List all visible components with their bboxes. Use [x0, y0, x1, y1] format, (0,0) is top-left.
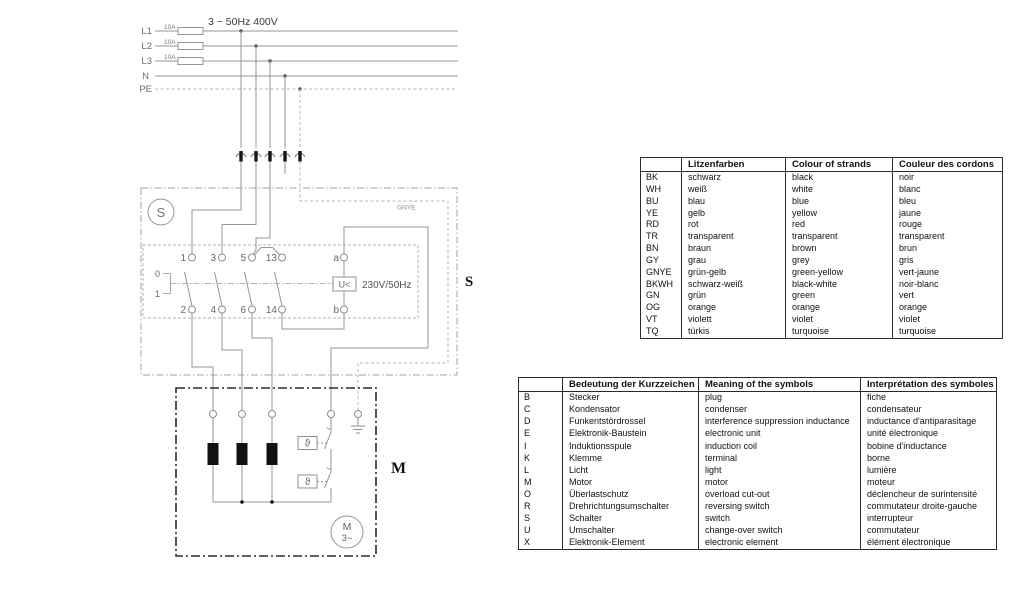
table-cell: white	[786, 184, 893, 196]
table-cell: moteur	[861, 477, 997, 489]
table-cell: BU	[646, 195, 659, 206]
table-cell: Elektronik-Element	[563, 537, 699, 550]
column-header: Bedeutung der Kurzzeichen	[563, 378, 699, 392]
table-cell: vert-jaune	[893, 267, 1003, 279]
table-cell: bleu	[893, 196, 1003, 208]
column-header	[641, 158, 682, 172]
table-cell: rouge	[893, 219, 1003, 231]
table-cell: Motor	[563, 477, 699, 489]
table-row	[641, 208, 1003, 220]
table-cell: U	[524, 525, 531, 536]
table-cell: grün	[682, 290, 786, 302]
table-cell: GN	[646, 290, 660, 301]
table-row	[519, 477, 997, 489]
table-cell: red	[786, 219, 893, 231]
table-cell: E	[524, 428, 531, 439]
table-cell: brown	[786, 243, 893, 255]
line-label-l2: L2	[141, 41, 152, 52]
contact-14-label: 14	[265, 305, 277, 316]
table-cell: violett	[682, 314, 786, 326]
table-cell: overload cut-out	[699, 489, 861, 501]
table-cell: commutateur droite-gauche	[861, 501, 997, 513]
table-cell: rot	[682, 219, 786, 231]
switch-unit-id: S	[464, 274, 474, 290]
table-cell: orange	[786, 302, 893, 314]
table-row	[641, 196, 1003, 208]
table-cell: K	[524, 452, 531, 463]
table-cell: transparent	[682, 231, 786, 243]
table-cell: brun	[893, 243, 1003, 255]
motor-symbol-phase: 3~	[341, 533, 353, 544]
table-cell: light	[699, 465, 861, 477]
fuse-ratings	[164, 24, 176, 61]
table-cell: grau	[682, 255, 786, 267]
ground-icon	[351, 418, 365, 434]
table-cell: commutateur	[861, 525, 997, 537]
table-cell: condensateur	[861, 404, 997, 416]
table-row	[641, 279, 1003, 291]
column-header: Colour of strands	[786, 158, 893, 172]
line-label-n: N	[142, 71, 149, 82]
table-cell: C	[524, 404, 531, 415]
table-cell: green	[786, 290, 893, 302]
table-row	[519, 392, 997, 405]
table-cell: violet	[893, 314, 1003, 326]
table-cell: blanc	[893, 184, 1003, 196]
table-cell: noir	[893, 172, 1003, 184]
switch-badge-label: S	[156, 205, 166, 220]
table-cell: blau	[682, 196, 786, 208]
table-cell: R	[524, 500, 531, 511]
contact-5-label: 5	[240, 253, 246, 264]
table-cell: terminal	[699, 452, 861, 464]
contact-1-label: 1	[180, 253, 186, 264]
table-row	[519, 416, 997, 428]
supply-line-labels	[139, 26, 152, 95]
table-row	[519, 404, 997, 416]
table-cell: Schalter	[563, 513, 699, 525]
table-cell: grey	[786, 255, 893, 267]
table-cell: Funkentstördrossel	[563, 416, 699, 428]
table-cell: vert	[893, 290, 1003, 302]
table-cell: Licht	[563, 465, 699, 477]
table-cell: orange	[682, 302, 786, 314]
contact-13-label: 13	[265, 253, 277, 264]
table-cell: yellow	[786, 208, 893, 220]
table-cell: türkis	[682, 326, 786, 338]
table-cell: plug	[699, 392, 861, 405]
table-cell: fiche	[861, 392, 997, 405]
table-cell: Kondensator	[563, 404, 699, 416]
column-header: Interprétation des symboles	[861, 378, 997, 392]
table-row	[641, 267, 1003, 279]
table-cell: Induktionsspule	[563, 440, 699, 452]
table-header-row	[519, 378, 997, 392]
table-cell: X	[524, 537, 531, 548]
table-cell: inductance d'antiparasitage	[861, 416, 997, 428]
table-cell: S	[524, 513, 531, 524]
table-cell: Überlastschutz	[563, 489, 699, 501]
table-cell: bobine d'inductance	[861, 440, 997, 452]
table-cell: green-yellow	[786, 267, 893, 279]
table-cell: BN	[646, 243, 659, 254]
motor-windings	[208, 418, 332, 504]
contact-numbers	[180, 253, 339, 316]
table-row	[641, 172, 1003, 184]
table-cell: switch	[699, 513, 861, 525]
position-0-label: 0	[154, 269, 160, 279]
table-cell: GY	[646, 254, 660, 265]
table-cell: Drehrichtungsumschalter	[563, 501, 699, 513]
contact-3-label: 3	[210, 253, 216, 264]
table-cell: black	[786, 172, 893, 184]
table-cell: violet	[786, 314, 893, 326]
table-cell: M	[524, 476, 532, 487]
table-row	[641, 290, 1003, 302]
table-row	[641, 314, 1003, 326]
table-row	[641, 326, 1003, 338]
thermal-symbol-2: ϑ	[304, 477, 311, 488]
table-cell: L	[524, 464, 530, 475]
table-cell: electronic element	[699, 537, 861, 550]
table-cell: interference suppression inductance	[699, 416, 861, 428]
gnye-wire-label: GNYE	[397, 204, 416, 212]
table-cell: Umschalter	[563, 525, 699, 537]
fuse-rating-l1: 10A	[164, 24, 176, 31]
undervoltage-relay-label: U<	[338, 279, 351, 290]
table-cell: orange	[893, 302, 1003, 314]
motor-symbol	[331, 516, 363, 548]
table-cell: D	[524, 416, 531, 427]
table-cell: WH	[646, 183, 661, 194]
table-row	[519, 525, 997, 537]
table-cell: blue	[786, 196, 893, 208]
table-cell: transparent	[786, 231, 893, 243]
table-cell: schwarz-weiß	[682, 279, 786, 291]
table-cell: reversing switch	[699, 501, 861, 513]
line-label-pe: PE	[139, 84, 152, 95]
table-row	[641, 243, 1003, 255]
table-cell: turquoise	[786, 326, 893, 338]
table-cell: grün-gelb	[682, 267, 786, 279]
table-cell: borne	[861, 452, 997, 464]
table-row	[519, 489, 997, 501]
thermal-contacts	[317, 418, 332, 503]
table-cell: TQ	[646, 325, 659, 336]
table-cell: O	[524, 488, 532, 499]
thermal-symbol-1: ϑ	[304, 438, 311, 450]
relay-rating-label: 230V/50Hz	[362, 280, 412, 291]
table-cell: change-over switch	[699, 525, 861, 537]
column-header: Litzenfarben	[682, 158, 786, 172]
table-cell: Elektronik-Baustein	[563, 428, 699, 440]
line-label-l1: L1	[141, 26, 152, 37]
position-1-label: 1	[154, 289, 160, 299]
table-cell: unité électronique	[861, 428, 997, 440]
strand-colours-table	[640, 157, 1003, 339]
thermal-sensor-boxes	[298, 437, 317, 489]
table-cell: déclencheur de surintensité	[861, 489, 997, 501]
table-cell: interrupteur	[861, 513, 997, 525]
table-row	[519, 513, 997, 525]
table-cell: schwarz	[682, 172, 786, 184]
table-cell: B	[524, 392, 531, 403]
table-cell: gelb	[682, 208, 786, 220]
line-label-l3: L3	[141, 56, 152, 67]
table-cell: BKWH	[646, 278, 673, 289]
table-cell: BK	[646, 172, 659, 183]
contact-6-label: 6	[240, 305, 246, 316]
motor-terminals	[210, 411, 362, 418]
table-cell: lumière	[861, 465, 997, 477]
table-cell: TR	[646, 231, 658, 242]
motor-unit-id: M	[391, 460, 407, 477]
table-row	[519, 501, 997, 513]
table-cell: I	[524, 440, 527, 451]
motor-symbol-m: M	[342, 521, 352, 533]
switch-blades	[185, 272, 283, 306]
column-header	[519, 378, 563, 392]
contact-4-label: 4	[210, 305, 216, 316]
table-row	[519, 428, 997, 440]
table-cell: élément électronique	[861, 537, 997, 550]
column-header: Meaning of the symbols	[699, 378, 861, 392]
contact-2-label: 2	[180, 305, 186, 316]
column-header: Couleur des cordons	[893, 158, 1003, 172]
table-row	[641, 219, 1003, 231]
table-cell: transparent	[893, 231, 1003, 243]
table-cell: VT	[646, 314, 658, 325]
table-cell: Klemme	[563, 452, 699, 464]
symbol-meanings-table	[518, 377, 997, 550]
supply-rating-label: 3 ~ 50Hz 400V	[208, 16, 278, 28]
table-row	[519, 465, 997, 477]
table-cell: braun	[682, 243, 786, 255]
table-cell: gris	[893, 255, 1003, 267]
table-header-row	[641, 158, 1003, 172]
table-cell: OG	[646, 302, 661, 313]
table-row	[519, 537, 997, 550]
table-row	[519, 440, 997, 452]
table-cell: electronic unit	[699, 428, 861, 440]
plug-connector-icons	[236, 151, 305, 162]
table-row	[641, 255, 1003, 267]
table-cell: black-white	[786, 279, 893, 291]
table-row	[641, 231, 1003, 243]
fuse-rating-l2: 10A	[164, 39, 176, 46]
table-cell: turquoise	[893, 326, 1003, 338]
table-cell: weiß	[682, 184, 786, 196]
table-cell: motor	[699, 477, 861, 489]
fuse-rating-l3: 10A	[164, 54, 176, 61]
table-row	[519, 452, 997, 464]
fuse-icons	[178, 28, 203, 65]
table-cell: YE	[646, 207, 659, 218]
table-cell: Stecker	[563, 392, 699, 405]
contact-b-label: b	[333, 305, 339, 316]
table-cell: GNYE	[646, 266, 672, 277]
switch-position-marks	[155, 269, 171, 299]
contact-a-label: a	[333, 253, 339, 264]
table-cell: RD	[646, 219, 659, 230]
table-cell: condenser	[699, 404, 861, 416]
table-cell: jaune	[893, 208, 1003, 220]
table-cell: noir-blanc	[893, 279, 1003, 291]
table-cell: induction coil	[699, 440, 861, 452]
table-row	[641, 302, 1003, 314]
table-row	[641, 184, 1003, 196]
